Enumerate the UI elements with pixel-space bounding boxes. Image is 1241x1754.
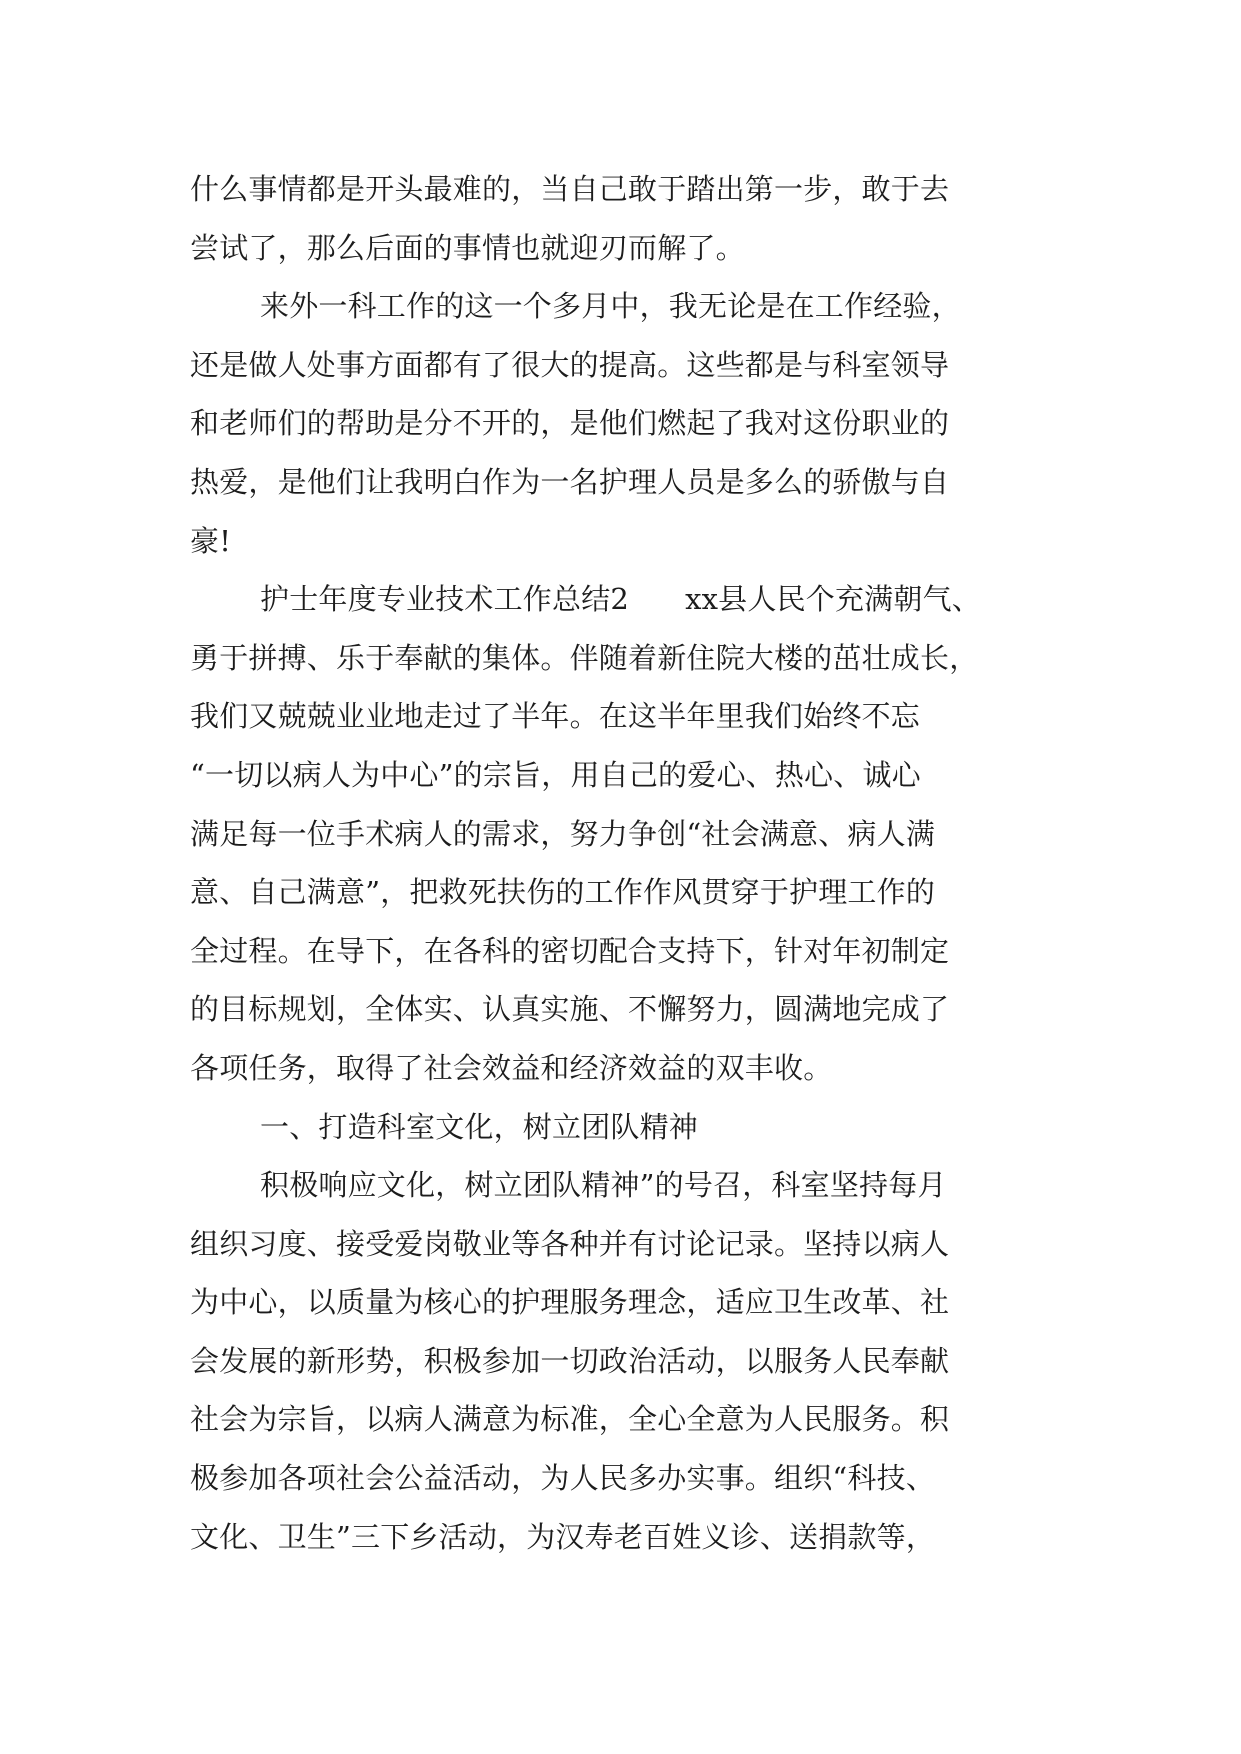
line-text: 极参加各项社会公益活动，为人民多办实事。组织“科技、 [190,1461,936,1496]
text-line [190,1390,1090,1449]
text-line [190,1039,1090,1098]
text-line [190,570,1090,629]
line-text: 豪! [190,523,232,558]
line-text: 什么事情都是开头最难的，当自己敢于踏出第一步，敢于去 [190,172,950,206]
line-text: 为中心，以质量为核心的护理服务理念，适应卫生改革、社 [190,1285,950,1320]
text-line [190,687,1090,746]
line-text: 勇于拼搏、乐于奉献的集体。伴随着新住院大楼的茁壮成长， [190,640,979,675]
text-line [190,336,1090,395]
line-text: “一切以病人为中心”的宗旨，用自己的爱心、热心、诚心 [190,757,921,792]
line-text: 各项任务，取得了社会效益和经济效益的双丰收。 [190,1050,833,1085]
text-line [190,277,1090,336]
text-line [190,1332,1090,1391]
text-line [190,1156,1090,1215]
line-text: 和老师们的帮助是分不开的，是他们燃起了我对这份职业的 [190,406,950,441]
text-line [190,980,1090,1039]
text-line [190,219,1090,278]
text-line [190,394,1090,453]
line-text: 社会为宗旨，以病人满意为标准，全心全意为人民服务。积 [190,1402,950,1437]
line-text: 会发展的新形势，积极参加一切政治活动，以服务人民奉献 [190,1343,950,1378]
line-text: 护士年度专业技术工作总结2 [260,582,630,617]
line-text: 意、自己满意”，把救死扶伤的工作作风贯穿于护理工作的 [190,875,936,910]
line-text: 还是做人处事方面都有了很大的提高。这些都是与科室领导 [190,347,950,382]
text-line [190,922,1090,981]
line-text: 组织习度、接受爱岗敬业等各种并有讨论记录。坚持以病人 [190,1226,950,1261]
line-text: 满足每一位手术病人的需求，努力争创“社会满意、病人满 [190,816,936,851]
text-line [190,629,1090,688]
text-line [190,1449,1090,1508]
text-line [190,1215,1090,1274]
text-line [190,453,1090,512]
text-line [190,160,1090,219]
line-tail-text: xx县人民个充满朝气、 [685,582,981,617]
text-line [190,1098,1090,1157]
line-text: 全过程。在导下，在各科的密切配合支持下，针对年初制定 [190,933,950,968]
text-line [190,805,1090,864]
line-text: 积极响应文化，树立团队精神”的号召，科室坚持每月 [260,1168,947,1203]
line-text: 文化、卫生”三下乡活动，为汉寿老百姓义诊、送捐款等， [190,1519,936,1554]
text-line [190,1508,1090,1567]
document-body [190,160,1090,1566]
line-text: 尝试了，那么后面的事情也就迎刃而解了。 [190,230,745,265]
line-text: 的目标规划，全体实、认真实施、不懈努力，圆满地完成了 [190,992,950,1027]
text-line [190,1273,1090,1332]
line-text: 来外一科工作的这一个多月中，我无论是在工作经验， [260,289,961,324]
text-line [190,863,1090,922]
line-text: 我们又兢兢业业地走过了半年。在这半年里我们始终不忘 [190,699,921,734]
line-text: 热爱，是他们让我明白作为一名护理人员是多么的骄傲与自 [190,464,950,499]
text-line [190,746,1090,805]
text-line [190,512,1090,571]
line-text: 一、打造科室文化，树立团队精神 [260,1109,699,1144]
